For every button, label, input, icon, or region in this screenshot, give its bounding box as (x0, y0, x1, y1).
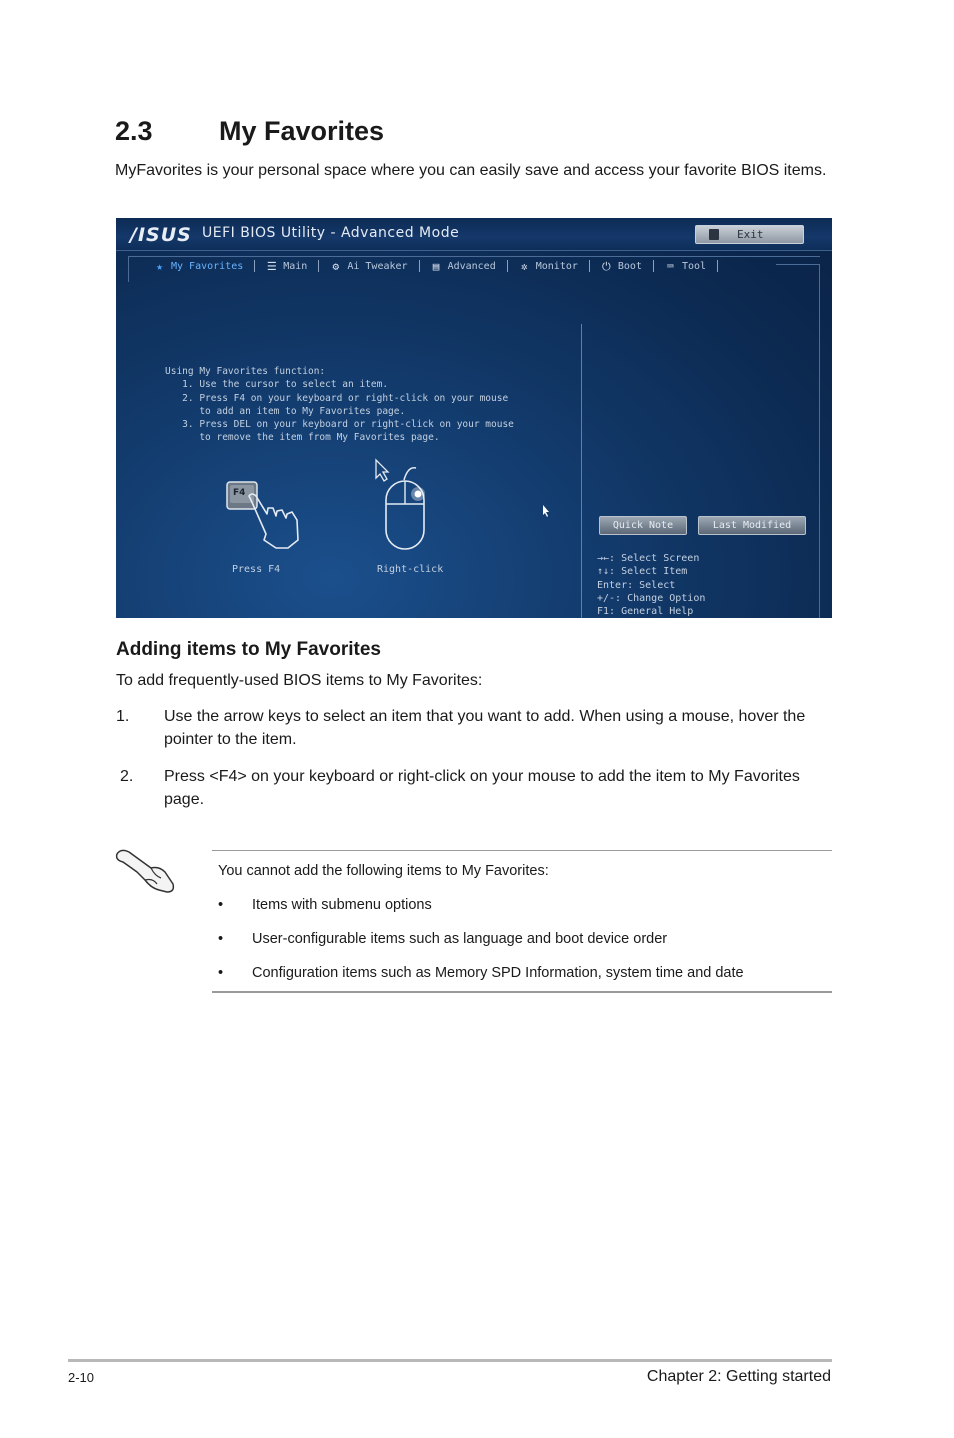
quick-note-button[interactable]: Quick Note (599, 516, 687, 535)
section-heading (115, 116, 384, 147)
tweaker-icon: ⚙ (332, 259, 340, 273)
asus-logo: /ISUS (130, 224, 192, 246)
tab-label: Boot (617, 260, 642, 272)
mouse-icon (386, 468, 425, 549)
tab-label: Main (283, 260, 308, 272)
tab-label: Monitor (535, 260, 578, 272)
note-list-item (218, 965, 744, 981)
bullet: • (218, 965, 224, 981)
caption-right-click: Right-click (377, 564, 444, 575)
caption-press-f4: Press F4 (232, 564, 281, 575)
list-icon: ☰ (266, 259, 277, 273)
section-number: 2.3 (115, 116, 153, 146)
step-item (120, 765, 836, 811)
step-text: Use the arrow keys to select an item that you want to add. When using a mouse, hover the pointer to the item. (164, 708, 806, 748)
key-help-line: +/-: Change Option (597, 592, 706, 604)
tab-label: Advanced (447, 260, 496, 272)
power-icon: ⏻ (602, 259, 611, 273)
key-help-line: Enter: Select (597, 579, 676, 591)
step-number: 2. (120, 768, 134, 785)
note-item-text: Configuration items such as Memory SPD Information, system time and date (252, 965, 744, 981)
bullet: • (218, 931, 224, 947)
help-line: to add an item to My Favorites page. (165, 405, 406, 417)
section-title: My Favorites (219, 116, 385, 146)
tab-label: My Favorites (171, 260, 244, 272)
step-item (116, 705, 832, 751)
subheading: Adding items to My Favorites (116, 639, 381, 660)
note-list-item (218, 897, 432, 913)
note-heading: You cannot add the following items to My Favorites: (218, 863, 549, 879)
step-number: 1. (116, 708, 130, 725)
note-item-text: User-configurable items such as language and boot device order (252, 931, 668, 947)
help-line: to remove the item from My Favorites page. (165, 432, 440, 444)
cursor-icon (376, 460, 388, 481)
key-help-line: →←: Select Screen (597, 553, 700, 564)
note-hand-icon (115, 846, 179, 896)
chapter-label: Chapter 2: Getting started (646, 1368, 831, 1385)
f4-key-label: F4 (233, 488, 246, 498)
help-line: 2. Press F4 on your keyboard or right-click on your mouse (165, 392, 509, 404)
key-help-list (597, 552, 705, 618)
tab-label: Tool (681, 260, 707, 272)
help-line: Using My Favorites function: (165, 366, 326, 377)
note-item-text: Items with submenu options (252, 897, 432, 913)
last-modified-button[interactable]: Last Modified (698, 516, 806, 535)
step-text: Press <F4> on your keyboard or right-click on your mouse to add the item to My Favorites page. (164, 768, 800, 808)
tab-label: Ai Tweaker (347, 260, 408, 272)
footer-rule (68, 1359, 832, 1362)
star-icon: ★ (156, 259, 163, 273)
key-help-line: ↑↓: Select Item (597, 566, 688, 578)
bios-title: UEFI BIOS Utility - Advanced Mode (202, 225, 460, 241)
note-list-item (218, 931, 667, 947)
help-line: 3. Press DEL on your keyboard or right-click on your mouse (165, 419, 514, 431)
bullet: • (218, 897, 224, 913)
note-box (212, 850, 832, 993)
help-line: 1. Use the cursor to select an item. (165, 379, 389, 391)
intro-paragraph: MyFavorites is your personal space where you can easily save and access your favorite BIOS items. (115, 162, 827, 179)
monitor-icon: ✲ (520, 259, 528, 273)
exit-label: Exit (737, 228, 764, 241)
bios-screenshot (116, 218, 832, 618)
f4-rightclick-illustration (116, 218, 832, 618)
advanced-icon: ▤ (432, 259, 440, 273)
lead-paragraph: To add frequently-used BIOS items to My Favorites: (116, 672, 483, 689)
tool-icon: ⌨ (667, 259, 674, 273)
pointer-icon (543, 505, 549, 517)
page-number: 2-10 (68, 1370, 95, 1385)
key-help-line: F1: General Help (597, 606, 694, 618)
